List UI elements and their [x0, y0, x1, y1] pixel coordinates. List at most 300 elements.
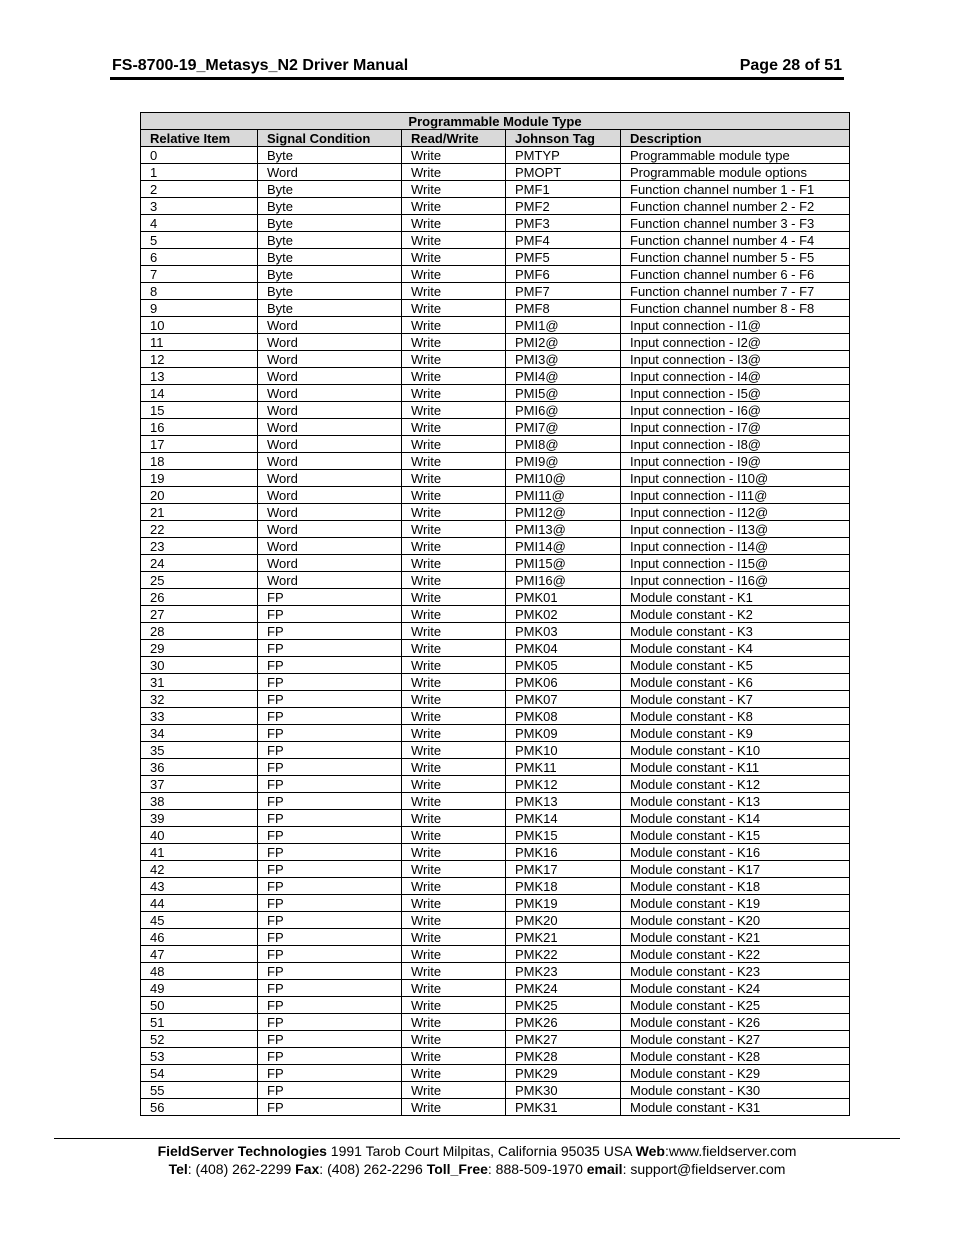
table-cell: Function channel number 1 - F1 [621, 181, 850, 198]
table-cell: Module constant - K12 [621, 776, 850, 793]
table-cell: PMI2@ [506, 334, 621, 351]
table-cell: Word [258, 436, 402, 453]
table-row [141, 691, 850, 708]
table-cell: PMI12@ [506, 504, 621, 521]
table-cell: Word [258, 368, 402, 385]
table-cell: PMK30 [506, 1082, 621, 1099]
table-cell: 8 [141, 283, 258, 300]
table-cell: PMK14 [506, 810, 621, 827]
table-cell: Write [402, 895, 506, 912]
table-cell: Input connection - I16@ [621, 572, 850, 589]
table-cell: 53 [141, 1048, 258, 1065]
table-cell: PMI7@ [506, 419, 621, 436]
table-cell: Write [402, 555, 506, 572]
table-cell: Byte [258, 215, 402, 232]
table-cell: FP [258, 657, 402, 674]
table-cell: 50 [141, 997, 258, 1014]
table-cell: Write [402, 1082, 506, 1099]
table-cell: FP [258, 1014, 402, 1031]
table-cell: Byte [258, 266, 402, 283]
table-cell: FP [258, 946, 402, 963]
table-cell: PMK28 [506, 1048, 621, 1065]
tel-value: : (408) 262-2299 [187, 1161, 296, 1177]
table-cell: Function channel number 2 - F2 [621, 198, 850, 215]
table-row [141, 1048, 850, 1065]
email-label: email [586, 1161, 623, 1177]
table-cell: 12 [141, 351, 258, 368]
table-row [141, 1031, 850, 1048]
table-cell: Write [402, 691, 506, 708]
table-cell: PMI16@ [506, 572, 621, 589]
table-cell: 11 [141, 334, 258, 351]
table-cell: FP [258, 589, 402, 606]
email-link[interactable]: : support@fieldserver.com [622, 1161, 786, 1177]
table-row [141, 487, 850, 504]
table-cell: Word [258, 521, 402, 538]
table-cell: 17 [141, 436, 258, 453]
table-body [141, 147, 850, 1116]
table-cell: 23 [141, 538, 258, 555]
table-cell: Input connection - I10@ [621, 470, 850, 487]
table-cell: 21 [141, 504, 258, 521]
table-cell: FP [258, 980, 402, 997]
table-cell: 2 [141, 181, 258, 198]
table-cell: 38 [141, 793, 258, 810]
table-row [141, 1014, 850, 1031]
table-cell: Module constant - K24 [621, 980, 850, 997]
header-divider [110, 77, 844, 80]
table-cell: 19 [141, 470, 258, 487]
table-cell: 5 [141, 232, 258, 249]
table-cell: Byte [258, 232, 402, 249]
fax-label: Fax [295, 1161, 320, 1177]
table-row [141, 810, 850, 827]
table-row [141, 759, 850, 776]
table-cell: FP [258, 640, 402, 657]
table-row [141, 1065, 850, 1082]
table-cell: Word [258, 164, 402, 181]
table-cell: FP [258, 708, 402, 725]
table-cell: PMI3@ [506, 351, 621, 368]
table-cell: Write [402, 589, 506, 606]
table-row [141, 997, 850, 1014]
table-cell: Write [402, 198, 506, 215]
table-row [141, 249, 850, 266]
table-caption: Programmable Module Type [141, 113, 850, 130]
table-row [141, 521, 850, 538]
table-cell: Write [402, 963, 506, 980]
table-row [141, 300, 850, 317]
table-row [141, 861, 850, 878]
company-name: FieldServer Technologies [157, 1143, 327, 1159]
table-cell: FP [258, 674, 402, 691]
table-cell: Input connection - I12@ [621, 504, 850, 521]
table-cell: PMI8@ [506, 436, 621, 453]
table-cell: PMK24 [506, 980, 621, 997]
table-cell: Byte [258, 198, 402, 215]
table-cell: Module constant - K31 [621, 1099, 850, 1116]
table-cell: PMK17 [506, 861, 621, 878]
table-cell: PMK01 [506, 589, 621, 606]
table-cell: 49 [141, 980, 258, 997]
table-cell: Module constant - K17 [621, 861, 850, 878]
table-cell: Module constant - K21 [621, 929, 850, 946]
table-cell: Module constant - K9 [621, 725, 850, 742]
table-cell: 55 [141, 1082, 258, 1099]
table-cell: Module constant - K19 [621, 895, 850, 912]
table-cell: Module constant - K22 [621, 946, 850, 963]
table-row [141, 776, 850, 793]
table-cell: PMOPT [506, 164, 621, 181]
table-cell: Input connection - I5@ [621, 385, 850, 402]
table-cell: 20 [141, 487, 258, 504]
table-cell: PMF8 [506, 300, 621, 317]
table-cell: Write [402, 997, 506, 1014]
table-cell: Write [402, 606, 506, 623]
table-cell: Input connection - I15@ [621, 555, 850, 572]
table-cell: Module constant - K11 [621, 759, 850, 776]
table-cell: 27 [141, 606, 258, 623]
table-header-row [141, 130, 850, 147]
table-row [141, 674, 850, 691]
table-row [141, 827, 850, 844]
table-cell: Programmable module options [621, 164, 850, 181]
table-cell: PMK11 [506, 759, 621, 776]
footer-line-1 [0, 1143, 954, 1159]
table-row [141, 538, 850, 555]
table-cell: Write [402, 249, 506, 266]
table-cell: FP [258, 725, 402, 742]
table-cell: Word [258, 453, 402, 470]
table-cell: Word [258, 487, 402, 504]
table-cell: Byte [258, 249, 402, 266]
table-cell: 1 [141, 164, 258, 181]
table-cell: FP [258, 895, 402, 912]
table-cell: Write [402, 504, 506, 521]
table-row [141, 351, 850, 368]
table-cell: 52 [141, 1031, 258, 1048]
column-header: Johnson Tag [506, 130, 621, 147]
table-cell: Word [258, 317, 402, 334]
table-cell: 6 [141, 249, 258, 266]
table-cell: Word [258, 555, 402, 572]
table-cell: PMK31 [506, 1099, 621, 1116]
table-cell: Write [402, 759, 506, 776]
table-cell: Word [258, 351, 402, 368]
table-cell: Write [402, 640, 506, 657]
table-cell: FP [258, 963, 402, 980]
table-cell: 44 [141, 895, 258, 912]
table-cell: FP [258, 912, 402, 929]
table-cell: Module constant - K5 [621, 657, 850, 674]
table-row [141, 725, 850, 742]
table-cell: Write [402, 181, 506, 198]
table-cell: 0 [141, 147, 258, 164]
table-row [141, 980, 850, 997]
table-cell: PMK22 [506, 946, 621, 963]
table-cell: Write [402, 147, 506, 164]
table-cell: Function channel number 8 - F8 [621, 300, 850, 317]
table-cell: 4 [141, 215, 258, 232]
table-row [141, 402, 850, 419]
table-row [141, 912, 850, 929]
table-cell: Write [402, 1099, 506, 1116]
table-row [141, 963, 850, 980]
table-cell: Write [402, 708, 506, 725]
table-cell: Module constant - K1 [621, 589, 850, 606]
table-cell: 39 [141, 810, 258, 827]
table-cell: Byte [258, 283, 402, 300]
table-row [141, 283, 850, 300]
table-row [141, 147, 850, 164]
table-cell: Write [402, 980, 506, 997]
table-row [141, 589, 850, 606]
table-cell: Input connection - I14@ [621, 538, 850, 555]
table-cell: Word [258, 538, 402, 555]
web-link[interactable]: :www.fieldserver.com [664, 1143, 797, 1159]
table-cell: PMI11@ [506, 487, 621, 504]
table-cell: Input connection - I9@ [621, 453, 850, 470]
table-row [141, 453, 850, 470]
fax-value: : (408) 262-2296 [319, 1161, 427, 1177]
table-cell: Write [402, 725, 506, 742]
table-cell: 35 [141, 742, 258, 759]
table-row [141, 742, 850, 759]
table-cell: Module constant - K8 [621, 708, 850, 725]
table-cell: 41 [141, 844, 258, 861]
table-row [141, 334, 850, 351]
table-cell: Module constant - K6 [621, 674, 850, 691]
table-cell: FP [258, 776, 402, 793]
table-row [141, 640, 850, 657]
table-cell: Write [402, 419, 506, 436]
table-cell: Write [402, 521, 506, 538]
table-cell: PMK19 [506, 895, 621, 912]
table-cell: 47 [141, 946, 258, 963]
table-cell: Write [402, 878, 506, 895]
table-row [141, 606, 850, 623]
table-cell: 45 [141, 912, 258, 929]
table-cell: PMI1@ [506, 317, 621, 334]
table-row [141, 878, 850, 895]
table-cell: Module constant - K13 [621, 793, 850, 810]
table-row [141, 198, 850, 215]
table-cell: 33 [141, 708, 258, 725]
programmable-module-table [140, 112, 850, 1116]
table-cell: PMK26 [506, 1014, 621, 1031]
table-cell: FP [258, 1048, 402, 1065]
table-cell: Write [402, 164, 506, 181]
table-cell: Write [402, 674, 506, 691]
table-cell: 7 [141, 266, 258, 283]
table-cell: Module constant - K30 [621, 1082, 850, 1099]
table-cell: FP [258, 861, 402, 878]
table-row [141, 793, 850, 810]
table-cell: Write [402, 385, 506, 402]
table-cell: PMI9@ [506, 453, 621, 470]
table-cell: 37 [141, 776, 258, 793]
table-cell: PMK04 [506, 640, 621, 657]
table-cell: Input connection - I2@ [621, 334, 850, 351]
table-cell: PMI13@ [506, 521, 621, 538]
table-cell: FP [258, 793, 402, 810]
table-cell: Write [402, 946, 506, 963]
table-cell: FP [258, 742, 402, 759]
table-cell: Input connection - I7@ [621, 419, 850, 436]
table-cell: Module constant - K25 [621, 997, 850, 1014]
table-cell: Write [402, 232, 506, 249]
table-cell: PMK18 [506, 878, 621, 895]
table-caption-row [141, 113, 850, 130]
table-cell: Write [402, 300, 506, 317]
table-cell: 28 [141, 623, 258, 640]
table-cell: 51 [141, 1014, 258, 1031]
table-cell: PMK16 [506, 844, 621, 861]
table-cell: Module constant - K10 [621, 742, 850, 759]
table-cell: Write [402, 487, 506, 504]
table-cell: Input connection - I6@ [621, 402, 850, 419]
table-cell: Write [402, 844, 506, 861]
tel-label: Tel [168, 1161, 188, 1177]
table-cell: 42 [141, 861, 258, 878]
table-cell: Word [258, 385, 402, 402]
table-cell: 30 [141, 657, 258, 674]
table-cell: Module constant - K2 [621, 606, 850, 623]
table-cell: PMK05 [506, 657, 621, 674]
table-cell: 36 [141, 759, 258, 776]
table-cell: Module constant - K14 [621, 810, 850, 827]
table-cell: Write [402, 742, 506, 759]
table-cell: Write [402, 623, 506, 640]
table-cell: Write [402, 793, 506, 810]
table-cell: Write [402, 572, 506, 589]
table-cell: FP [258, 1031, 402, 1048]
table-cell: PMK20 [506, 912, 621, 929]
table-cell: 29 [141, 640, 258, 657]
table-cell: 54 [141, 1065, 258, 1082]
table-cell: 34 [141, 725, 258, 742]
table-cell: PMK09 [506, 725, 621, 742]
table-cell: Module constant - K18 [621, 878, 850, 895]
table-cell: Module constant - K4 [621, 640, 850, 657]
table-cell: 31 [141, 674, 258, 691]
table-cell: Word [258, 419, 402, 436]
table-row [141, 623, 850, 640]
table-cell: 3 [141, 198, 258, 215]
table-row [141, 708, 850, 725]
table-cell: Write [402, 266, 506, 283]
page-number: Page 28 of 51 [739, 57, 842, 74]
table-cell: Write [402, 776, 506, 793]
table-cell: Module constant - K27 [621, 1031, 850, 1048]
table-cell: Write [402, 402, 506, 419]
table-cell: PMK13 [506, 793, 621, 810]
document-title: FS-8700-19_Metasys_N2 Driver Manual [112, 57, 409, 74]
table-cell: Word [258, 572, 402, 589]
column-header: Relative Item [141, 130, 258, 147]
toll-free-label: Toll_Free [426, 1161, 488, 1177]
page-header [112, 57, 842, 79]
column-header: Signal Condition [258, 130, 402, 147]
table-cell: 13 [141, 368, 258, 385]
table-row [141, 317, 850, 334]
table-row [141, 504, 850, 521]
table-row [141, 895, 850, 912]
table-cell: FP [258, 1065, 402, 1082]
table-cell: 25 [141, 572, 258, 589]
table-cell: Module constant - K23 [621, 963, 850, 980]
table-row [141, 232, 850, 249]
table-cell: PMK23 [506, 963, 621, 980]
table-cell: Write [402, 436, 506, 453]
table-cell: 18 [141, 453, 258, 470]
table-cell: Write [402, 368, 506, 385]
table-cell: PMK06 [506, 674, 621, 691]
table-cell: 15 [141, 402, 258, 419]
table-cell: 40 [141, 827, 258, 844]
table-cell: FP [258, 997, 402, 1014]
table-cell: FP [258, 810, 402, 827]
table-cell: Write [402, 470, 506, 487]
table-cell: PMF1 [506, 181, 621, 198]
table-cell: Write [402, 453, 506, 470]
table-cell: Byte [258, 147, 402, 164]
table-cell: PMK29 [506, 1065, 621, 1082]
table-cell: Function channel number 6 - F6 [621, 266, 850, 283]
table-cell: Word [258, 470, 402, 487]
table-cell: PMI15@ [506, 555, 621, 572]
table-cell: 16 [141, 419, 258, 436]
table-cell: Word [258, 504, 402, 521]
table-row [141, 929, 850, 946]
table-cell: FP [258, 759, 402, 776]
table-cell: FP [258, 623, 402, 640]
table-cell: 26 [141, 589, 258, 606]
table-cell: PMF7 [506, 283, 621, 300]
table-row [141, 215, 850, 232]
table-cell: PMK10 [506, 742, 621, 759]
table-cell: 43 [141, 878, 258, 895]
table-cell: Input connection - I13@ [621, 521, 850, 538]
table-cell: Input connection - I4@ [621, 368, 850, 385]
table-cell: 9 [141, 300, 258, 317]
table-cell: Module constant - K20 [621, 912, 850, 929]
table-cell: PMK02 [506, 606, 621, 623]
table-cell: Word [258, 334, 402, 351]
table-cell: FP [258, 1082, 402, 1099]
table-cell: PMK15 [506, 827, 621, 844]
table-cell: FP [258, 929, 402, 946]
column-header: Read/Write [402, 130, 506, 147]
table-cell: FP [258, 1099, 402, 1116]
table-cell: Write [402, 861, 506, 878]
table-cell: Write [402, 538, 506, 555]
table-cell: Write [402, 317, 506, 334]
table-cell: FP [258, 844, 402, 861]
table-cell: FP [258, 691, 402, 708]
table-cell: Module constant - K28 [621, 1048, 850, 1065]
column-header: Description [621, 130, 850, 147]
table-row [141, 419, 850, 436]
table-cell: Write [402, 215, 506, 232]
table-cell: Programmable module type [621, 147, 850, 164]
table-cell: Module constant - K7 [621, 691, 850, 708]
table-row [141, 385, 850, 402]
footer-line-2 [0, 1161, 954, 1177]
table-cell: Function channel number 4 - F4 [621, 232, 850, 249]
table-cell: PMF5 [506, 249, 621, 266]
table-cell: Module constant - K29 [621, 1065, 850, 1082]
